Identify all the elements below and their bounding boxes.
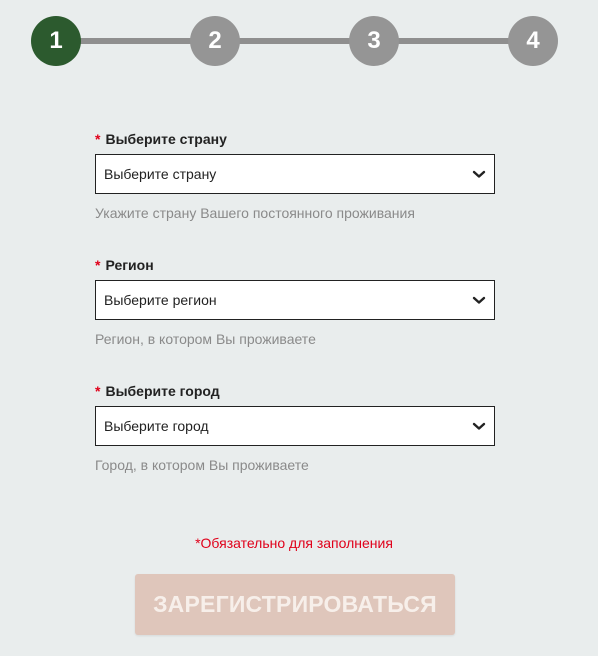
country-select-value: Выберите страну: [104, 166, 217, 182]
country-label-text: Выберите страну: [105, 131, 227, 147]
city-hint: Город, в котором Вы проживаете: [95, 457, 309, 473]
step-3[interactable]: 3: [349, 16, 399, 66]
country-field-label: [95, 131, 227, 147]
region-label-text: Регион: [105, 257, 154, 273]
required-asterisk: *: [95, 383, 101, 399]
required-asterisk: *: [95, 131, 101, 147]
registration-stepper: [0, 0, 598, 90]
country-hint: Укажите страну Вашего постоянного проживания: [95, 205, 415, 221]
region-select[interactable]: [95, 280, 495, 320]
city-select-value: Выберите город: [104, 418, 209, 434]
city-select[interactable]: [95, 406, 495, 446]
chevron-down-icon: [472, 419, 486, 433]
region-select-value: Выберите регион: [104, 292, 217, 308]
city-label-text: Выберите город: [105, 383, 220, 399]
country-select[interactable]: [95, 154, 495, 194]
stepper-progress-line: [56, 38, 532, 44]
region-hint: Регион, в котором Вы проживаете: [95, 331, 316, 347]
step-1[interactable]: 1: [31, 16, 81, 66]
city-field-label: [95, 383, 220, 399]
region-field-label: [95, 257, 154, 273]
required-asterisk: *: [95, 257, 101, 273]
required-fields-note: *Обязательно для заполнения: [195, 535, 393, 551]
chevron-down-icon: [472, 167, 486, 181]
register-button[interactable]: ЗАРЕГИСТРИРОВАТЬСЯ: [135, 574, 455, 635]
chevron-down-icon: [472, 293, 486, 307]
step-4[interactable]: 4: [508, 16, 558, 66]
step-2[interactable]: 2: [190, 16, 240, 66]
